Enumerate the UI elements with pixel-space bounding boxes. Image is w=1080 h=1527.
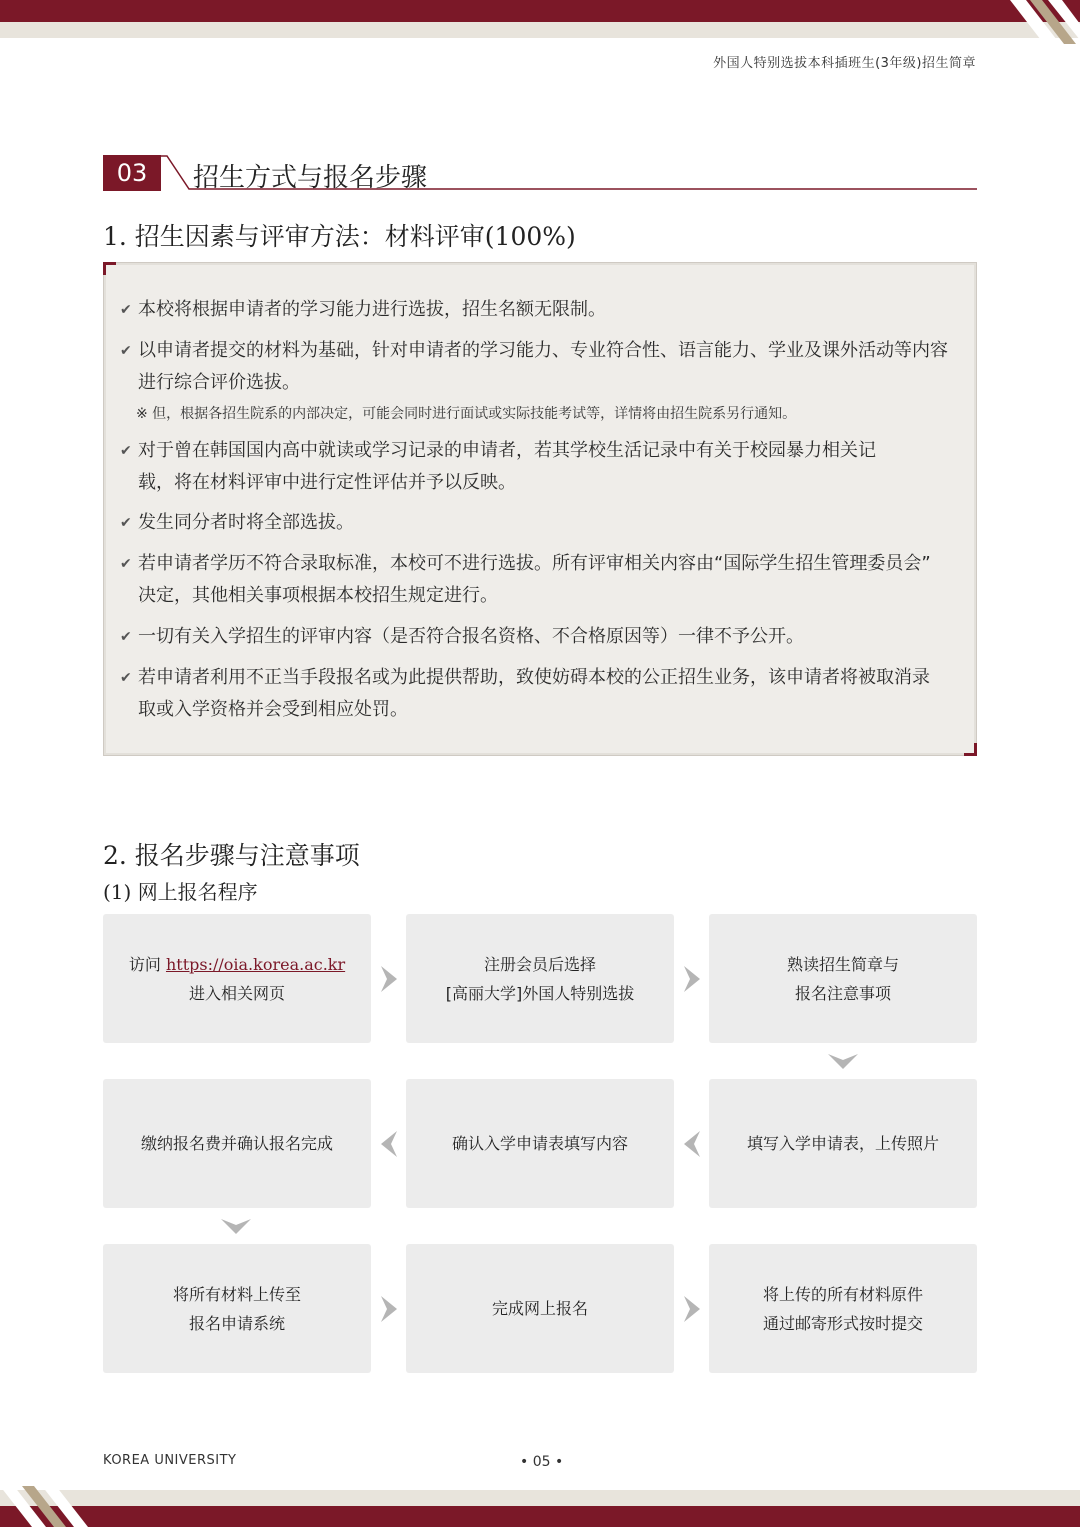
step-8-complete: 完成网上报名 [406, 1244, 674, 1373]
check-icon: ✔ [120, 556, 132, 572]
box-corner-top-left [103, 262, 116, 275]
check-icon: ✔ [120, 629, 132, 645]
criteria-box [103, 262, 977, 756]
top-brand-band [0, 0, 1080, 22]
chevron-down-icon [826, 1051, 860, 1071]
chevron-right-icon [377, 1294, 401, 1324]
page-number: • 05 • [520, 1454, 564, 1470]
step-6-pay-fee: 缴纳报名费并确认报名完成 [103, 1079, 371, 1208]
chevron-right-icon [377, 964, 401, 994]
top-stripe [0, 22, 1080, 38]
step-9-mail-originals: 将上传的所有材料原件 通过邮寄形式按时提交 [709, 1244, 977, 1373]
section-heading [103, 153, 977, 193]
bullet-item: ✔ 本校将根据申请者的学习能力进行选拔，招生名额无限制。 [120, 294, 978, 326]
corner-stripe-decoration [970, 0, 1080, 44]
bullet-item: ✔ 以申请者提交的材料为基础，针对申请者的学习能力、专业符合性、语言能力、学业及课外活动等内容 进行综合评价选拔。 [120, 335, 978, 399]
step-4-fill-form: 填写入学申请表，上传照片 [709, 1079, 977, 1208]
bullet-item: ✔ 若申请者学历不符合录取标准，本校可不进行选拔。所有评审相关内容由“国际学生招生管理委员会” 决定，其他相关事项根据本校招生规定进行。 [120, 548, 978, 612]
bottom-brand-band [0, 1506, 1080, 1527]
part1-heading: 1. 招生因素与评审方法：材料评审(100%) [103, 222, 576, 251]
check-icon: ✔ [120, 443, 132, 459]
step-7-upload: 将所有材料上传至 报名申请系统 [103, 1244, 371, 1373]
bottom-stripe-decoration [0, 1482, 110, 1527]
check-icon: ✔ [120, 343, 132, 359]
check-icon: ✔ [120, 302, 132, 318]
step-1-visit-site: 访问 https://oia.korea.ac.kr 进入相关网页 [103, 914, 371, 1043]
chevron-right-icon [680, 964, 704, 994]
step-3-read-guide: 熟读招生简章与 报名注意事项 [709, 914, 977, 1043]
chevron-right-icon [680, 1294, 704, 1324]
step-2-register: 注册会员后选择 [高丽大学]外国人特别选拔 [406, 914, 674, 1043]
bottom-stripe [0, 1490, 1080, 1506]
site-link[interactable]: https://oia.korea.ac.kr [165, 954, 346, 974]
bullet-item: ✔ 一切有关入学招生的评审内容（是否符合报名资格、不合格原因等）一律不予公开。 [120, 621, 978, 653]
document-header-title: 外国人特别选拔本科插班生(3年级)招生简章 [713, 56, 976, 71]
step-5-confirm-form: 确认入学申请表填写内容 [406, 1079, 674, 1208]
section-number-badge: 03 [103, 155, 161, 191]
footer-university: KOREA UNIVERSITY [103, 1453, 237, 1468]
bullet-item: ✔ 发生同分者时将全部选拔。 [120, 507, 978, 539]
chevron-left-icon [377, 1129, 401, 1159]
bullet-item: ✔ 对于曾在韩国国内高中就读或学习记录的申请者，若其学校生活记录中有关于校园暴力相关记 载，将在材料评审中进行定性评估并予以反映。 [120, 435, 978, 499]
chevron-down-icon [219, 1216, 253, 1236]
bullet-item: ✔ 若申请者利用不正当手段报名或为此提供帮助，致使妨碍本校的公正招生业务，该申请者将被取消录 取或入学资格并会受到相应处罚。 [120, 662, 978, 726]
part2-subheading: (1) 网上报名程序 [103, 880, 258, 904]
check-icon: ✔ [120, 515, 132, 531]
part2-heading: 2. 报名步骤与注意事项 [103, 841, 360, 870]
section-title: 招生方式与报名步骤 [193, 163, 428, 193]
check-icon: ✔ [120, 670, 132, 686]
note-text: ※ 但，根据各招生院系的内部决定，可能会同时进行面试或实际技能考试等，详情将由招生院系另行通知。 [136, 406, 797, 422]
box-corner-bottom-right [964, 743, 977, 756]
chevron-left-icon [680, 1129, 704, 1159]
